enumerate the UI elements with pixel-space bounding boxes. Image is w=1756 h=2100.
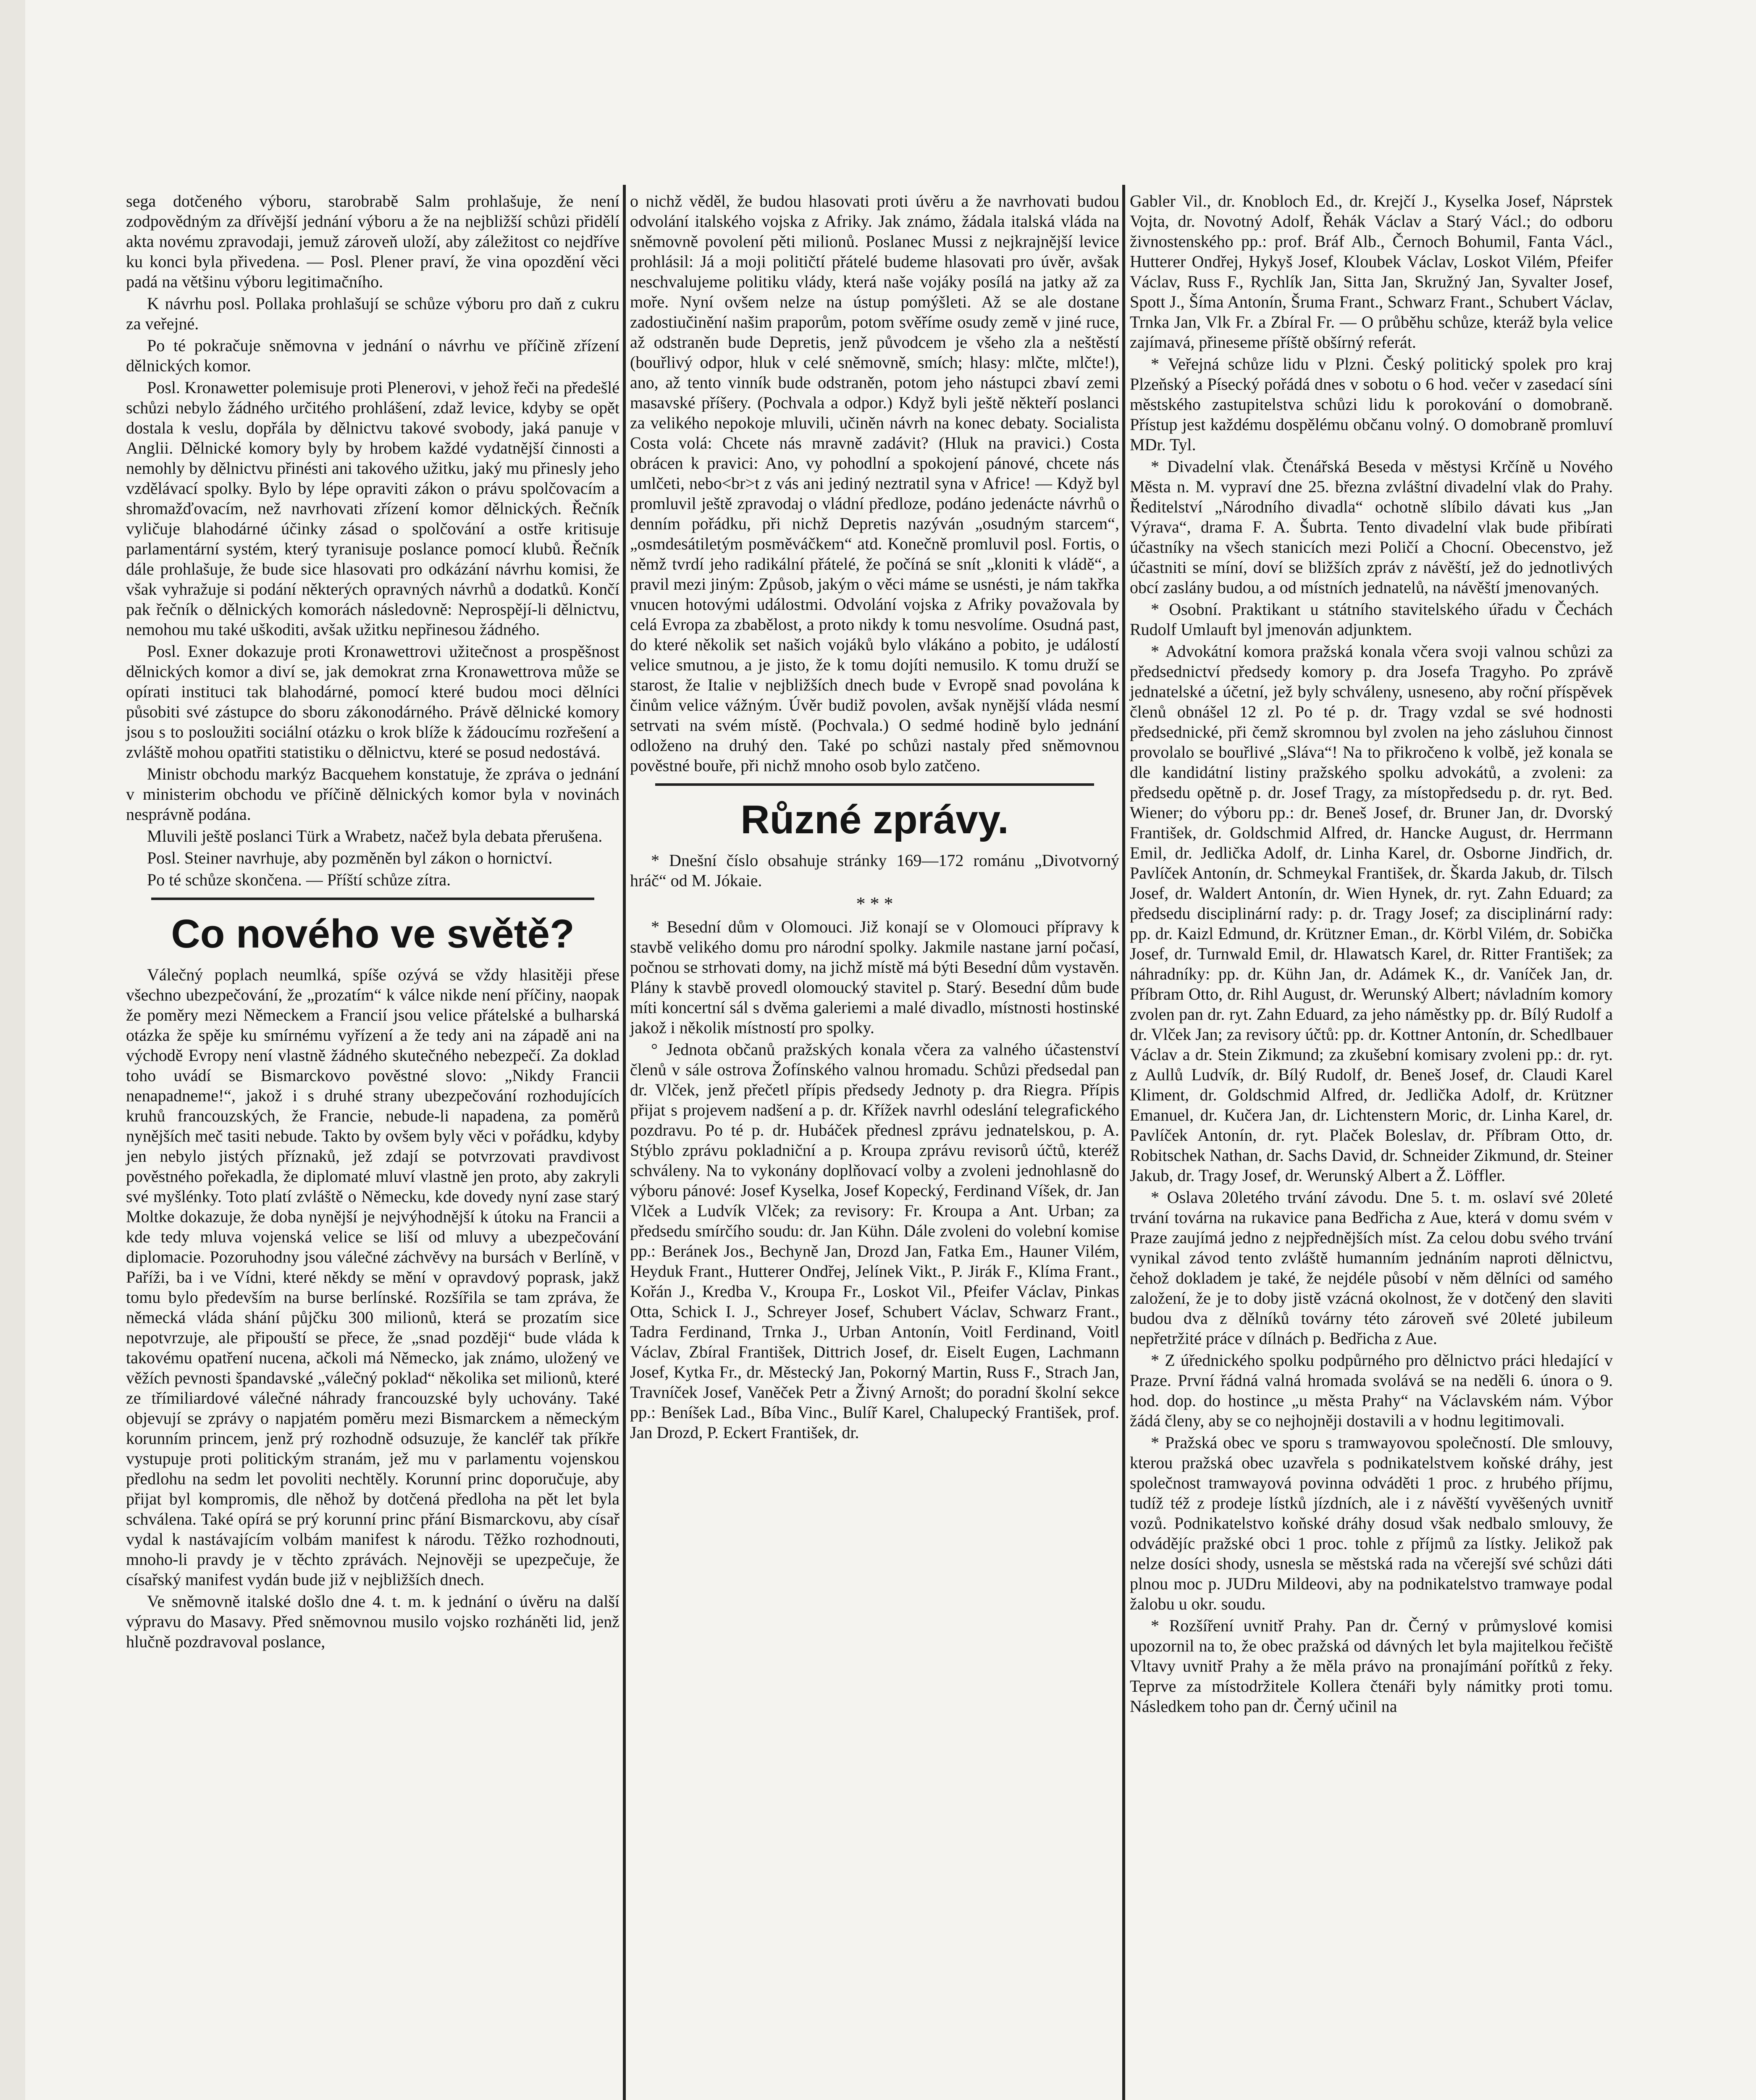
paragraph: Po té schůze skončena. — Příští schůze zítra. (147, 870, 451, 889)
separator-rule (151, 898, 594, 900)
paragraph: Posl. Exner dokazuje proti Kronawettrovi užitečnost a prospěšnost dělnických komor a diví se, jak demokrat zrna Kronawettrova může se opírati instituci tak blahodárné, pomocí které budou moci dělníci působiti své zástupce do sboru zákonodárného. Právě dělnické komory jsou s to posloužiti sociální otázku o krok blíže k žádoucímu rozřešení a zvláště mohou opatřiti statistiku o dělnictvu, které se posud nedostává. (126, 642, 619, 761)
paragraph: * Divadelní vlak. Čtenářská Beseda v městysi Krčíně u Nového Města n. M. vypraví dne 25. března zvláštní divadelní vlak do Prahy. Ředitelství „Národního divadla“ ochotně slíbilo dávati kus „Jan Výrava“, drama F. A. Šubrta. Tento divadelní vlak bude přibírati účastníky na všech stanicích mezi Poličí a Chocní. Obecenstvo, jež účastniti se míní, doví se bližších zpráv z návěští, jež do jednotlivých obcí zaslány budou, a od místních jednatelů, na návěští jmenovaných. (1130, 457, 1613, 597)
paragraph: Ministr obchodu markýz Bacquehem konstatuje, že zpráva o jednání v ministerim obchodu ve příčině dělnických komor byla v novinách nesprávně podána. (126, 764, 619, 824)
paragraph: Mluvili ještě poslanci Türk a Wrabetz, načež byla debata přerušena. (147, 827, 603, 845)
paragraph: * Rozšíření uvnitř Prahy. Pan dr. Černý v průmyslové komisi upozornil na to, že obec pražská od dávných let byla majitelkou řečiště Vltavy uvnitř Prahy a že měla právo na pronajímání pořítků z řeky. Teprve za místodržitele Kollera čtenáři byly námitky proti tomu. Následkem toho pan dr. Černý učinil na (1130, 1616, 1613, 1716)
section-heading: Různé zprávy. (740, 797, 1009, 842)
paragraph: K návrhu posl. Pollaka prohlašují se schůze výboru pro daň z cukru za veřejné. (126, 294, 619, 333)
paragraph: Válečný poplach neumlká, spíše ozývá se vždy hlasitěji přese všechno ubezpečování, že „prozatím“ k válce nikde není příčiny, naopak že poměry mezi Německem a Francií jsou velice přátelské a bulharská otázka že spěje ku smírnému vyřízení a že tedy ani na západě ani na východě Evropy není vlastně žádného skutečného nebezpečí. Za doklad toho uvádí se Bismarckovo pověstné slovo: „Nikdy Francii nenapadneme!“, jakož i s druhé strany ubezpečování rozhodujících kruhů francouzských, že Francie, nebude-li napadena, za poměrů nynějších meč tasiti nebude. Takto by ovšem byly věci v pořádku, kdyby jen nebylo jistých příznaků, jež zdají se potvrzovati pravdivost pověstného pořekadla, že diplomaté mluví vlastně jen proto, aby zakryli své myšlénky. Toto platí zvláště o Německu, kde dovedy nyní zase starý Moltke dokazuje, že doba nynější je nejvýhodnější k útoku na Francii a kde tedy mluva vojenská velice se liší od mluvy a ubezpečování diplomacie. Pozoruhodny jsou válečné záchvěvy na bursách v Berlíně, v Paříži, ba i ve Vídni, které někdy se mění v opravdový poprask, jakž tomu bylo především na burse berlínské. Rozšířila se tam zpráva, že německá vláda shání půjčku 300 milionů, která se prozatím sice nepotvrzuje, ale připouští se přece, že „snad později“ bude vláda k takovému opatření nucena, ačkoli má Německo, jak známo, uložený ve věžích pevnosti špandavské „válečný poklad“ několika set milionů, které ze třímiliardové válečné náhrady francouzské byly uchovány. Také objevují se zprávy o napjatém poměru mezi Bismarckem a německým korunním princem, jenž prý rozhodně odsuzuje, že kancléř tak příkře vystupuje proti politickým stranám, jež mu v parlamentu vojenskou předlohu na sedm let povoliti nechtěly. Korunní princ doporučuje, aby přijat byl kompromis, dle něhož by dotčená předloha na pět let byla schválena. Také opírá se prý korunní princ přání Bismarckovu, aby císař vydal k nastávajícím volbám manifest k národu. Těžko rozhodnouti, mnoho-li pravdy je v těchto zprávách. Nejnověji se upezpečuje, že císařský manifest vydán bude již v nejbližších dnech. (126, 965, 619, 1589)
paragraph: sega dotčeného výboru, starobrabě Salm prohlašuje, že není zodpovědným za dřívější jednání výboru a že na nejbližší schůzi přidělí akta novému zpravodaji, jemuž zároveň uloží, aby záležitost co nejdříve ku konci byla přivedena. — Posl. Plener praví, že vina opozdění věci padá na většinu výboru legitimačního. (126, 192, 619, 291)
paragraph: * Besední dům v Olomouci. Již konají se v Olomouci přípravy k stavbě velikého domu pro národní spolky. Jakmile nastane jarní počasí, počnou se strhovati domy, na jichž místě má býti Besední dům vystavěn. Plány k stavbě provedl olomoucký stavitel p. Starý. Besední dům bude míti koncertní sál s dvěma galeriemi a malé divadlo, místnosti hostinské jakož i několik místností pro spolky. (630, 917, 1119, 1037)
column-1 (126, 191, 619, 1654)
paragraph: * Z úřednického spolku podpůrného pro dělnictvo práci hledající v Praze. První řádná valná hromada svolává se na neděli 6. února o 9. hod. dop. do hostince „u města Prahy“ na Václavském nám. Výbor žádá členy, aby se co nejhojněji dostavili a v hodnu legitimovali. (1130, 1351, 1613, 1430)
paragraph: Posl. Steiner navrhuje, aby pozměněn byl zákon o hornictví. (147, 848, 553, 867)
column-divider (1122, 185, 1125, 2100)
paragraph: * Dnešní číslo obsahuje stránky 169—172 románu „Divotvorný hráč“ od M. Jókaie. (630, 851, 1119, 890)
page-edge-shadow (0, 0, 25, 2100)
separator-rule (655, 783, 1094, 786)
paragraph: * Veřejná schůze lidu v Plzni. Český politický spolek pro kraj Plzeňský a Písecký pořádá dnes v sobotu o 6 hod. večer v zasedací síni městského zastupitelstva schůzi lidu k porokování o domobraně. Přístup jest každému dospělému občanu volný. O domobraně promluví MDr. Tyl. (1130, 354, 1613, 454)
paragraph: ° Jednota občanů pražských konala včera za valného účastenství členů v sále ostrova Žofínského valnou hromadu. Schůzi předsedal pan dr. Vlček, jenž přečetl přípis předsedy Jednoty p. dra Riegra. Přípis přijat s projevem nadšení a p. dr. Křížek navrhl odeslání telegrafického pozdravu. Po té p. dr. Hubáček přednesl zprávu jednatelskou, p. A. Stýblo zprávu pokladniční a p. Kroupa zprávu revisorů účtů, kteréž schváleny. Na to vykonány doplňovací volby a zvoleni jednohlasně do výboru pánové: Josef Kyselka, Josef Kopecký, Ferdinand Víšek, dr. Jan Vlček a Ludvík Vlček; za revisory: Fr. Kroupa a Ant. Urban; za předsedu smírčího soudu: dr. Jan Kühn. Dále zvoleni do volební komise pp.: Beránek Jos., Bechyně Jan, Drozd Jan, Fatka Em., Hauner Vilém, Heyduk Frant., Hutterer Ondřej, Jelínek Vikt., P. Jirák F., Klíma Frant., Kořán J., Kredba V., Kroupa Fr., Loskot Vil., Pfeifer Václav, Pinkas Otta, Schick I. J., Schreyer Josef, Schubert Václav, Schwarz Frant., Tadra Ferdinand, Trnka J., Urban Antonín, Voitl Ferdinand, Voitl Václav, Zbíral František, Dittrich Josef, dr. Eiselt Eugen, Lachmann Josef, Kytka Fr., dr. Městecký Jan, Pokorný Martin, Russ F., Strach Jan, Travníček Josef, Vaněček Petr a Živný Arnošt; do poradní školní sekce pp.: Beníšek Lad., Bíba Vinc., Bulíř Karel, Chalupecký František, prof. Jan Drozd, P. Eckert František, dr. (630, 1040, 1119, 1442)
paragraph: o nichž věděl, že budou hlasovati proti úvěru a že navrhovati budou odvolání italského vojska z Afriky. Jak známo, žádala italská vláda na sněmovně povolení pěti milionů. Poslanec Mussi z nejkrajnější levice prohlásil: Já a moji političtí přátelé budeme hlasovati pro úvěr, avšak neschvalujeme politiku vlády, která naše vojáky posílá na jatky až za moře. Nyní ovšem nelze na ústup pomýšleti. Až se ale dostane zadostiučinění našim praporům, potom svěříme osudy země v jiné ruce, až odstraněn bude Depretis, jenž původcem je všeho zla a neštěstí (bouřlivý odpor, hluk v celé sněmovně, smích; hlasy: mlčte, mlčte!), ano, až tento vinník bude odstraněn, potom jeho nástupci zbaví zemi masavské příšery. (Pochvala a odpor.) Když byli ještě někteří poslanci za velikého nepokoje mluvili, učiněn návrh na konec debaty. Socialista Costa volá: Chcete nás mravně zadávit? (Hluk na pravici.) Costa obrácen k pravici: Ano, vy pohodlní a spokojení pánové, chcete nás umlčeti, nebo<br>t z vás ani jediný neztratil syna v Africe! — Když byl promluvil ještě zpravodaj o vládní předloze, podáno jedenácte návrhů o denním pořádku, při nichž Depretis nazýván „osudným starcem“, „osmdesátiletým posměváčkem“ atd. Konečně promluvil posl. Fortis, o němž tvrdí jeho radikální přátelé, že počíná se snít „kloniti k vládě“, a pravil mezi jiným: Způsob, jakým o věci máme se usnésti, je nám takřka vnucen hotovými událostmi. Odvolání vojska z Afriky považovala by celá Evropa za zbabělost, a proto nikdy k tomu nesvolíme. Osudná past, do které několik set našich vojáků bylo vlákáno a pobito, je událostí velice smutnou, a je jisto, že k tomu dojíti nemusilo. K tomu druží se starost, že Italie v nejbližších dnech bude v Evropě snad povolána k činům velice vážným. Úvěr budiž povolen, avšak nynější vláda nesmí setrvati na svém místě. (Pochvala.) O sedmé hodině bylo jednání odloženo na druhý den. Také po schůzi nastaly před sněmovnou pověstné bouře, při nichž mnoho osob bylo zatčeno. (630, 192, 1119, 775)
paragraph: Gabler Vil., dr. Knobloch Ed., dr. Krejčí J., Kyselka Josef, Náprstek Vojta, dr. Novotný Adolf, Řehák Václav a Starý Václ.; do odboru živnostenského pp.: prof. Bráf Alb., Černoch Bohumil, Fanta Václ., Hutterer Ondřej, Hykyš Josef, Kloubek Václav, Loskot Vilém, Pfeifer Václav, Russ F., Rychlík Jan, Sitta Jan, Skružný Jan, Syvalter Josef, Spott J., Šíma Antonín, Šruma Frant., Schwarz Frant., Schubert Václav, Trnka Jan, Vlk Fr. a Zbíral Fr. — O průběhu schůze, kteráž byla velice zajímavá, přineseme příště obšírný referát. (1130, 192, 1613, 352)
column-divider (623, 185, 626, 2100)
section-heading: Co nového ve světě? (171, 911, 575, 956)
paragraph: * Pražská obec ve sporu s tramwayovou společností. Dle smlouvy, kterou pražská obec uzavřela s podnikatelstvem koňské dráhy, jest společnost tramwayová povinna odváděti 1 proc. z hrubého příjmu, tudíž též z prodeje lístků jízdních, ale i z návěští vyvěšených uvnitř vozů. Podnikatelstvo koňské dráhy dosud však nedbalo smlouvy, že odvádějíc pražské obci 1 proc. tohle z příjmů za lístky. Jelikož pak nelze dosíci shody, usnesla se městská rada na včerejší své schůzi dáti plnou moc p. JUDru Mildeovi, aby na podnikatelstvo tramwaye podal žalobu u okr. soudu. (1130, 1433, 1613, 1613)
section-stars: * * * (856, 893, 893, 914)
paragraph: Po té pokračuje sněmovna v jednání o návrhu ve příčině zřízení dělnických komor. (126, 336, 619, 375)
paragraph: * Oslava 20letého trvání závodu. Dne 5. t. m. oslaví své 20leté trvání továrna na rukavice pana Bedřicha z Aue, která v domu svém v Praze zaujímá jedno z nejpřednějších míst. Za celou dobu svého trvání vynikal závod tento zvláště humanním jednáním naproti dělnictvu, čehož dokladem je také, že nejdéle působí v něm dělníci od samého založení, že je to doby jistě vzácná okolnost, že v dotčený den slaviti budou dva z dělníků továrny této zároveň své 20leté jubileum nepřetržité práce v dílnách p. Bedřicha z Aue. (1130, 1188, 1613, 1348)
paragraph: Posl. Kronawetter polemisuje proti Plenerovi, v jehož řeči na předešlé schůzi nebylo žádného určitého prohlášení, zdaž levice, kdyby se opět dostala k veslu, dopřála by dělnictvu takové svobody, jaká panuje v Anglii. Dělnické komory byly by hrobem každé vydatnější činnosti a nemohly by dělnictvu přinésti ani takového užitku, jaký mu přinesly jeho vzdělávací spolky. Bylo by lépe opraviti zákon o právu spolčovacím a shromažďovacím, než navrhovati zřízení komor dělnických. Řečník vyličuje blahodárné účinky zásad o spolčování a ostře kritisuje parlamentární systém, který tyranisuje poslance pomocí klubů. Řečník dále prohlašuje, že bude sice hlasovati pro odkázání návrhu komisi, že však vyhražuje si podání některých opravných návrhů a dodatků. Končí pak řečník o dělnických komorách následovně: Neprospějí-li dělnictvu, nemohou mu také uškoditi, avšak užitku nepřinesou žádného. (126, 378, 619, 639)
paragraph: * Osobní. Praktikant u státního stavitelského úřadu v Čechách Rudolf Umlauft byl jmenován adjunktem. (1130, 600, 1613, 639)
column-3 (1130, 191, 1613, 1718)
column-2 (630, 191, 1119, 1444)
paragraph: * Advokátní komora pražská konala včera svoji valnou schůzi za předsednictví předsedy komory p. dra Josefa Tragyho. Po zprávě jednatelské a účetní, jež byly schváleny, usneseno, aby roční příspěvek členů obnášel 12 zl. Po té p. dr. Tragy vzdal se své hodnosti předsednické, při čemž skromnou byl zvolen na jeho zásluhou činnost provolalo se bouřlivé „Sláva“! Na to přikročeno k volbě, jež konala se dle kandidátní listiny pražského spolku advokátů, a zvoleni: za předsedu opětně p. dr. Josef Tragy, za místopředsedu p. dr. ryt. Bed. Wiener; do výboru pp.: dr. Beneš Josef, dr. Bruner Jan, dr. Dvorský František, dr. Goldschmid Alfred, dr. Hancke August, dr. Herrmann Emil, dr. Jedlička Adolf, dr. Linha Karel, dr. Osborne Jindřich, dr. Pavlíček Antonín, dr. Schmeykal František, dr. Škarda Jakub, dr. Tilsch Josef, dr. Waldert Antonín, dr. Wien Hynek, dr. ryt. Zahn Eduard; za předsedu disciplinární rady: p. dr. Tragy Josef; za disciplinární rady: pp. dr. Kaizl Edmund, dr. Krützner Eman., dr. Körbl Vilém, dr. Sobička Josef, dr. Turnwald Emil, dr. Hlawatsch Karel, dr. Ritter František; za náhradníky: pp. dr. Kühn Jan, dr. Adámek K., dr. Vaníček Jan, dr. Příbram Otto, dr. Rihl August, dr. Werunský Albert; návladním komory zvolen pan dr. ryt. Zahn Eduard, za jeho náměstky pp. dr. Bílý Rudolf a dr. Vlček Jan; za revisory účtů: pp. dr. Kottner Antonín, dr. Schedlbauer Václav a dr. Stein Zikmund; za zkušební komisary zvoleni pp.: dr. ryt. z Aullů Ludvík, dr. Bílý Rudolf, dr. Beneš Josef, dr. Claudi Karel Kliment, dr. Goldschmid Alfred, dr. Jedlička Adolf, dr. Krützner Emanuel, dr. Kučera Jan, dr. Lichtenstern Moric, dr. Linha Karel, dr. Pavlíček Antonín, dr. ryt. Plaček Boleslav, dr. Příbram Otto, dr. Robitschek Nathan, dr. Sachs David, dr. Schneider Zikmund, dr. Steiner Jakub, dr. Tragy Josef, dr. Werunský Albert a Ž. Löffler. (1130, 642, 1613, 1185)
paragraph: Ve sněmovně italské došlo dne 4. t. m. k jednání o úvěru na další výpravu do Masavy. Před sněmovnou musilo vojsko rozháněti lid, jenž hlučně pozdravoval poslance, (126, 1592, 619, 1651)
